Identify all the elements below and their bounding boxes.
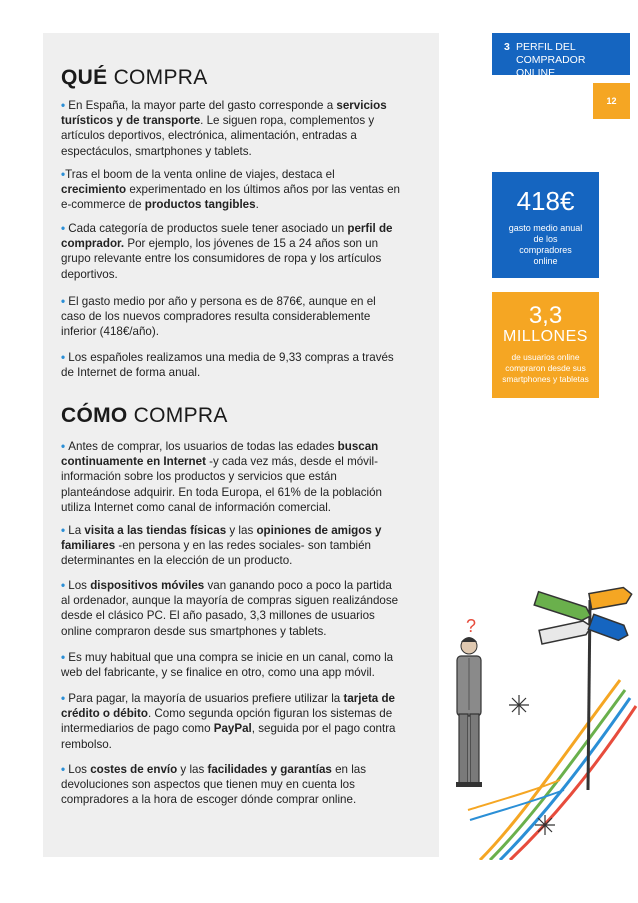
como-paragraph-6: • Los costes de envío y las facilidades y garantías en las devoluciones son aspectos que tienen muy en cuenta los compradores a la hora de escoger dónde comprar online. xyxy=(61,763,367,807)
como-paragraph-4: • Es muy habitual que una compra se inicie en un canal, como la web del fabricante, y se finalice en otro, como una app móvil. xyxy=(61,651,394,680)
que-compra-heading: QUÉ COMPRA xyxy=(61,66,208,89)
como-paragraph-1: • Antes de comprar, los usuarios de todas las edades buscan continuamente en Internet -y cada vez más, desde el móvil- información sobre los productos y servicios que están planteándose adquirir. En toda Europa, el 61% de la población utiliza Internet como canal de información comercial. xyxy=(61,440,382,514)
stat-spend-caption: gasto medio anual de los compradores online xyxy=(508,223,583,266)
como-paragraph-5: • Para pagar, la mayoría de usuarios prefiere utilizar la tarjeta de crédito o débito. Como segunda opción figuran los sistemas de intermediarios de pago como PayPal, seguida por el pago contra rembolso. xyxy=(61,692,396,751)
como-paragraph-3: • Los dispositivos móviles van ganando poco a poco la partida al ordenador, aunque la mayoría de compras siguen realizándose desde el clásico PC. El año pasado, 3,3 millones de usuarios online compraron desde sus smartphones y tablets. xyxy=(61,579,399,638)
section-tag xyxy=(492,33,630,79)
stat-users-box xyxy=(492,292,599,398)
stat-users-caption: de usuarios online compraron desde sus smartphones y tabletas xyxy=(502,352,589,384)
section-title: PERFIL DEL COMPRADOR ONLINE xyxy=(516,41,586,79)
stat-spend-box xyxy=(492,172,599,278)
stat-users-value: 3,3 xyxy=(528,302,563,329)
section-number: 3 xyxy=(504,41,510,53)
page-number: 12 xyxy=(593,83,630,119)
como-compra-heading: CÓMO COMPRA xyxy=(61,404,228,427)
signpost-illustration xyxy=(440,570,638,860)
que-paragraph-4: • El gasto medio por año y persona es de 876€, aunque en el caso de los nuevos compradores resulta considerablemente inferior (418€/año). xyxy=(61,295,376,339)
que-paragraph-2: •Tras el boom de la venta online de viajes, destaca el crecimiento experimentado en los últimos años por las ventas en e-commerce de productos tangibles. xyxy=(61,168,400,212)
que-paragraph-3: • Cada categoría de productos suele tener asociado un perfil de comprador. Por ejemplo, los jóvenes de 15 a 24 años son un grupo relevante entre los consumidores de ropa y los artículos deportivos. xyxy=(61,222,393,281)
stat-spend-value: 418€ xyxy=(516,186,575,216)
sparkle-icon xyxy=(509,695,529,715)
que-paragraph-1: • En España, la mayor parte del gasto corresponde a servicios turísticos y de transporte. Le siguen ropa, complementos y artículos deportivos, electrónica, alimentación, entradas a espectáculos, smartphones y tablets. xyxy=(61,99,387,158)
como-paragraph-2: • La visita a las tiendas físicas y las opiniones de amigos y familiares -en persona y en las redes sociales- son también determinantes en la elección de un producto. xyxy=(61,524,382,568)
que-paragraph-5: • Los españoles realizamos una media de 9,33 compras a través de Internet de forma anual. xyxy=(61,351,394,380)
stat-users-unit: MILLONES xyxy=(503,328,588,345)
question-mark: ? xyxy=(466,616,477,636)
sparkle-icon xyxy=(535,815,555,835)
